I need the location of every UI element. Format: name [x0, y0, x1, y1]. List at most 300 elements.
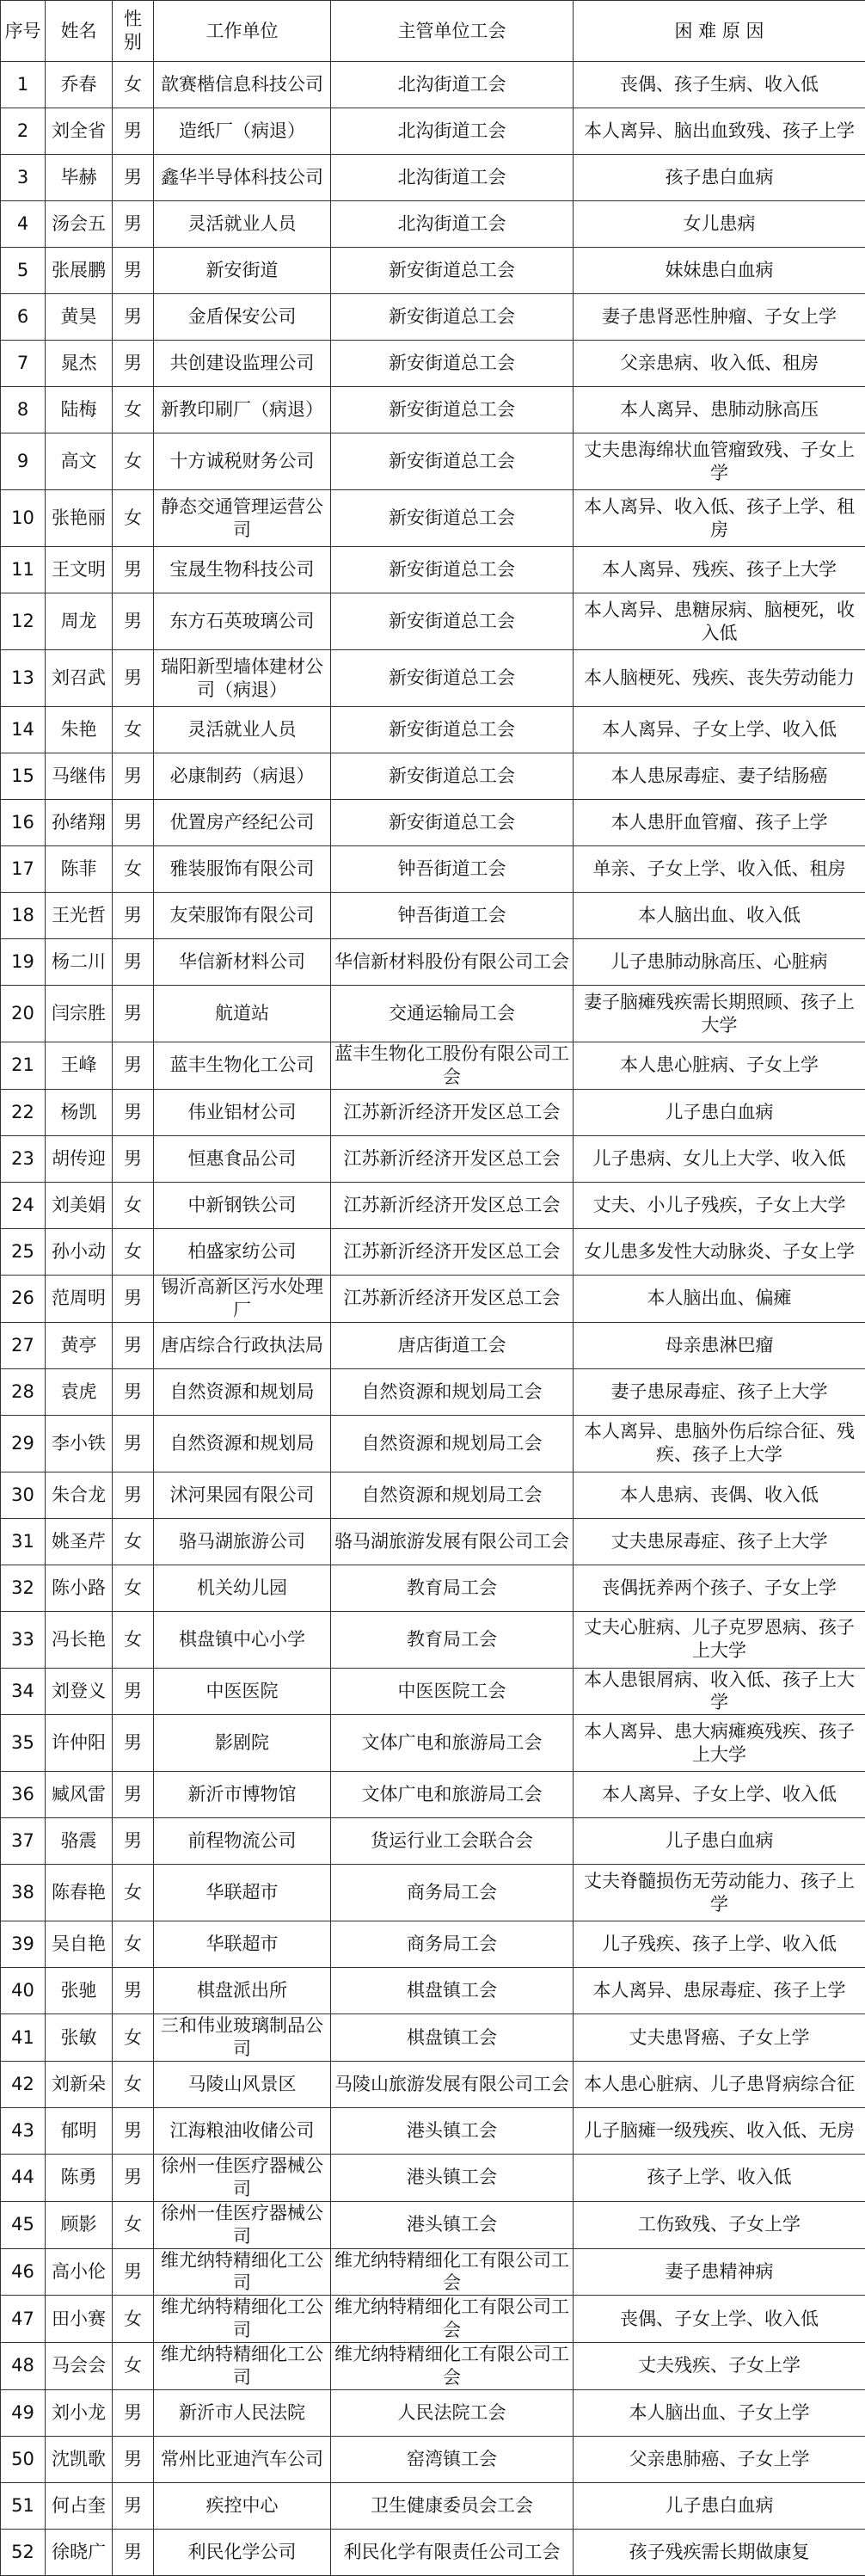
cell-gender: 女	[113, 707, 154, 753]
cell-union: 人民法院工会	[331, 2389, 574, 2436]
cell-gender: 男	[113, 1368, 154, 1415]
cell-employer: 鑫华半导体科技公司	[154, 155, 331, 201]
cell-no: 39	[1, 1921, 46, 1968]
table-row	[1, 939, 865, 986]
cell-name: 许仲阳	[46, 1715, 113, 1772]
header-name: 姓名	[46, 1, 113, 62]
cell-reason: 本人患心脏病、子女上学	[574, 1042, 865, 1090]
cell-no: 52	[1, 2529, 46, 2575]
cell-no: 50	[1, 2436, 46, 2482]
cell-name: 何占奎	[46, 2482, 113, 2529]
cell-employer: 维尤纳特精细化工公司	[154, 2343, 331, 2390]
cell-gender: 男	[113, 753, 154, 800]
cell-union: 自然资源和规划局工会	[331, 1472, 574, 1518]
cell-no: 15	[1, 753, 46, 800]
cell-union: 蓝丰生物化工股份有限公司工会	[331, 1042, 574, 1090]
cell-name: 刘小龙	[46, 2389, 113, 2436]
cell-reason: 本人脑梗死、残疾、丧失劳动能力	[574, 650, 865, 707]
cell-name: 朱艳	[46, 707, 113, 753]
cell-no: 14	[1, 707, 46, 753]
cell-gender: 男	[113, 1968, 154, 2014]
table-row	[1, 1322, 865, 1368]
cell-union: 唐店街道工会	[331, 1322, 574, 1368]
cell-reason: 本人患病、丧偶、收入低	[574, 1472, 865, 1518]
cell-employer: 机关幼儿园	[154, 1565, 331, 1611]
cell-union: 新安街道总工会	[331, 753, 574, 800]
table-row	[1, 800, 865, 846]
cell-no: 46	[1, 2248, 46, 2296]
cell-reason: 儿子患病、女儿上大学、收入低	[574, 1135, 865, 1182]
cell-reason: 孩子残疾需长期做康复	[574, 2529, 865, 2575]
cell-union: 马陵山旅游发展有限公司工会	[331, 2062, 574, 2108]
cell-union: 交通运输局工会	[331, 986, 574, 1042]
cell-no: 35	[1, 1715, 46, 1772]
cell-employer: 影剧院	[154, 1715, 331, 1772]
cell-no: 5	[1, 248, 46, 294]
cell-gender: 男	[113, 2155, 154, 2202]
cell-no: 22	[1, 1089, 46, 1135]
cell-gender: 女	[113, 387, 154, 433]
table-row	[1, 1275, 865, 1322]
cell-union: 新安街道总工会	[331, 294, 574, 341]
cell-gender: 男	[113, 2436, 154, 2482]
cell-gender: 女	[113, 1921, 154, 1968]
cell-name: 刘召武	[46, 650, 113, 707]
cell-union: 窑湾镇工会	[331, 2436, 574, 2482]
table-row	[1, 986, 865, 1042]
cell-reason: 母亲患淋巴瘤	[574, 1322, 865, 1368]
cell-name: 陈小路	[46, 1565, 113, 1611]
table-row	[1, 201, 865, 248]
cell-union: 江苏新沂经济开发区总工会	[331, 1135, 574, 1182]
cell-name: 胡传迎	[46, 1135, 113, 1182]
cell-no: 26	[1, 1275, 46, 1322]
cell-no: 16	[1, 800, 46, 846]
cell-gender: 女	[113, 1865, 154, 1921]
cell-reason: 妻子脑瘫残疾需长期照顾、孩子上大学	[574, 986, 865, 1042]
cell-reason: 丧偶、子女上学、收入低	[574, 2296, 865, 2343]
cell-employer: 静态交通管理运营公司	[154, 490, 331, 547]
cell-employer: 东方石英玻璃公司	[154, 593, 331, 650]
cell-gender: 男	[113, 201, 154, 248]
cell-union: 新安街道总工会	[331, 593, 574, 650]
cell-union: 维尤纳特精细化工有限公司工会	[331, 2296, 574, 2343]
cell-union: 港头镇工会	[331, 2108, 574, 2155]
cell-name: 汤会五	[46, 201, 113, 248]
table-row	[1, 2108, 865, 2155]
cell-employer: 马陵山风景区	[154, 2062, 331, 2108]
cell-name: 高文	[46, 433, 113, 490]
cell-gender: 女	[113, 1518, 154, 1565]
cell-union: 新安街道总工会	[331, 490, 574, 547]
cell-union: 骆马湖旅游发展有限公司工会	[331, 1518, 574, 1565]
table-row	[1, 433, 865, 490]
cell-employer: 自然资源和规划局	[154, 1368, 331, 1415]
cell-name: 张敏	[46, 2014, 113, 2062]
cell-reason: 本人离异、患糖尿病、脑梗死，收入低	[574, 593, 865, 650]
cell-union: 中医医院工会	[331, 1668, 574, 1715]
table-row	[1, 1611, 865, 1668]
table-row	[1, 1715, 865, 1772]
cell-reason: 孩子上学、收入低	[574, 2155, 865, 2202]
cell-no: 6	[1, 294, 46, 341]
table-row	[1, 753, 865, 800]
cell-union: 货运行业工会联合会	[331, 1818, 574, 1865]
cell-reason: 女儿患多发性大动脉炎、子女上学	[574, 1228, 865, 1275]
cell-union: 商务局工会	[331, 1921, 574, 1968]
cell-reason: 儿子残疾、孩子上学、收入低	[574, 1921, 865, 1968]
cell-no: 44	[1, 2155, 46, 2202]
table-row	[1, 2201, 865, 2248]
cell-employer: 新教印刷厂（病退）	[154, 387, 331, 433]
cell-gender: 男	[113, 1135, 154, 1182]
cell-no: 42	[1, 2062, 46, 2108]
cell-union: 新安街道总工会	[331, 433, 574, 490]
cell-union: 自然资源和规划局工会	[331, 1415, 574, 1472]
table-row	[1, 1135, 865, 1182]
cell-gender: 男	[113, 294, 154, 341]
table-row	[1, 2296, 865, 2343]
cell-employer: 雅装服饰有限公司	[154, 846, 331, 893]
table-row	[1, 2343, 865, 2390]
cell-name: 高小伦	[46, 2248, 113, 2296]
cell-name: 陈春艳	[46, 1865, 113, 1921]
cell-employer: 共创建设监理公司	[154, 341, 331, 387]
cell-employer: 必康制药（病退）	[154, 753, 331, 800]
table-row	[1, 1228, 865, 1275]
cell-gender: 女	[113, 2296, 154, 2343]
cell-reason: 本人离异、患脑外伤后综合征、残疾、孩子上大学	[574, 1415, 865, 1472]
cell-employer: 维尤纳特精细化工公司	[154, 2248, 331, 2296]
cell-gender: 女	[113, 846, 154, 893]
table-row	[1, 1865, 865, 1921]
table-row	[1, 2482, 865, 2529]
cell-union: 新安街道总工会	[331, 800, 574, 846]
cell-gender: 女	[113, 1182, 154, 1228]
cell-no: 24	[1, 1182, 46, 1228]
cell-reason: 女儿患病	[574, 201, 865, 248]
cell-union: 文体广电和旅游局工会	[331, 1715, 574, 1772]
cell-gender: 男	[113, 1415, 154, 1472]
cell-name: 李小铁	[46, 1415, 113, 1472]
cell-union: 新安街道总工会	[331, 650, 574, 707]
cell-union: 北沟街道工会	[331, 155, 574, 201]
cell-employer: 歆赛楷信息科技公司	[154, 62, 331, 108]
cell-reason: 本人离异、患尿毒症、孩子上学	[574, 1968, 865, 2014]
cell-reason: 本人离异、患肺动脉高压	[574, 387, 865, 433]
table-row	[1, 2062, 865, 2108]
cell-union: 棋盘镇工会	[331, 1968, 574, 2014]
cell-name: 沈凯歌	[46, 2436, 113, 2482]
cell-name: 张艳丽	[46, 490, 113, 547]
cell-union: 江苏新沂经济开发区总工会	[331, 1228, 574, 1275]
cell-no: 12	[1, 593, 46, 650]
cell-no: 43	[1, 2108, 46, 2155]
cell-no: 38	[1, 1865, 46, 1921]
cell-reason: 本人脑出血、子女上学	[574, 2389, 865, 2436]
cell-union: 北沟街道工会	[331, 108, 574, 155]
cell-no: 17	[1, 846, 46, 893]
cell-employer: 宝晟生物科技公司	[154, 547, 331, 593]
cell-reason: 本人离异、残疾、孩子上大学	[574, 547, 865, 593]
cell-union: 北沟街道工会	[331, 201, 574, 248]
table-row	[1, 341, 865, 387]
cell-gender: 男	[113, 939, 154, 986]
cell-reason: 丈夫患肾癌、子女上学	[574, 2014, 865, 2062]
cell-union: 新安街道总工会	[331, 387, 574, 433]
cell-gender: 男	[113, 1668, 154, 1715]
cell-reason: 本人离异、子女上学、收入低	[574, 707, 865, 753]
cell-name: 田小赛	[46, 2296, 113, 2343]
cell-employer: 唐店综合行政执法局	[154, 1322, 331, 1368]
cell-gender: 男	[113, 2529, 154, 2575]
cell-gender: 女	[113, 2014, 154, 2062]
cell-name: 马继伟	[46, 753, 113, 800]
cell-no: 21	[1, 1042, 46, 1090]
cell-gender: 男	[113, 1472, 154, 1518]
cell-name: 刘美娟	[46, 1182, 113, 1228]
cell-employer: 利民化学公司	[154, 2529, 331, 2575]
cell-name: 杨凯	[46, 1089, 113, 1135]
cell-gender: 女	[113, 2201, 154, 2248]
cell-no: 33	[1, 1611, 46, 1668]
cell-employer: 新沂市博物馆	[154, 1772, 331, 1818]
cell-union: 文体广电和旅游局工会	[331, 1772, 574, 1818]
cell-reason: 本人离异、收入低、孩子上学、租房	[574, 490, 865, 547]
cell-name: 闫宗胜	[46, 986, 113, 1042]
cell-employer: 造纸厂（病退）	[154, 108, 331, 155]
cell-employer: 华联超市	[154, 1921, 331, 1968]
cell-name: 王峰	[46, 1042, 113, 1090]
cell-name: 袁虎	[46, 1368, 113, 1415]
cell-name: 孙绪翔	[46, 800, 113, 846]
cell-employer: 江海粮油收储公司	[154, 2108, 331, 2155]
cell-name: 马会会	[46, 2343, 113, 2390]
table-row	[1, 593, 865, 650]
cell-reason: 工伤致残、子女上学	[574, 2201, 865, 2248]
cell-no: 41	[1, 2014, 46, 2062]
cell-gender: 男	[113, 248, 154, 294]
header-gender: 性别	[113, 1, 154, 62]
cell-gender: 男	[113, 1042, 154, 1090]
cell-employer: 灵活就业人员	[154, 707, 331, 753]
cell-no: 34	[1, 1668, 46, 1715]
table-row	[1, 248, 865, 294]
cell-name: 刘登义	[46, 1668, 113, 1715]
cell-no: 28	[1, 1368, 46, 1415]
cell-gender: 男	[113, 1715, 154, 1772]
cell-reason: 丈夫患尿毒症、孩子上大学	[574, 1518, 865, 1565]
cell-gender: 男	[113, 650, 154, 707]
cell-no: 30	[1, 1472, 46, 1518]
cell-no: 10	[1, 490, 46, 547]
cell-no: 32	[1, 1565, 46, 1611]
table-row	[1, 707, 865, 753]
cell-reason: 儿子患白血病	[574, 2482, 865, 2529]
cell-employer: 新沂市人民法院	[154, 2389, 331, 2436]
cell-reason: 儿子脑瘫一级残疾、收入低、无房	[574, 2108, 865, 2155]
cell-no: 18	[1, 893, 46, 939]
cell-name: 陈菲	[46, 846, 113, 893]
cell-reason: 父亲患病、收入低、租房	[574, 341, 865, 387]
cell-gender: 男	[113, 155, 154, 201]
cell-reason: 本人离异、脑出血致残、孩子上学	[574, 108, 865, 155]
cell-reason: 丈夫心脏病、儿子克罗恩病、孩子上大学	[574, 1611, 865, 1668]
cell-reason: 本人脑出血、偏瘫	[574, 1275, 865, 1322]
cell-no: 45	[1, 2201, 46, 2248]
cell-name: 黄亭	[46, 1322, 113, 1368]
cell-name: 王光哲	[46, 893, 113, 939]
table-row	[1, 1089, 865, 1135]
cell-reason: 妹妹患白血病	[574, 248, 865, 294]
cell-no: 13	[1, 650, 46, 707]
table-row	[1, 547, 865, 593]
cell-employer: 棋盘派出所	[154, 1968, 331, 2014]
cell-name: 臧风雷	[46, 1772, 113, 1818]
table-row	[1, 1772, 865, 1818]
cell-reason: 父亲患肺癌、子女上学	[574, 2436, 865, 2482]
cell-gender: 女	[113, 490, 154, 547]
table-row	[1, 2529, 865, 2575]
cell-reason: 本人患肝血管瘤、孩子上学	[574, 800, 865, 846]
cell-reason: 妻子患肾恶性肿瘤、子女上学	[574, 294, 865, 341]
cell-name: 黄昊	[46, 294, 113, 341]
cell-no: 8	[1, 387, 46, 433]
cell-gender: 女	[113, 1611, 154, 1668]
cell-no: 51	[1, 2482, 46, 2529]
cell-name: 毕赫	[46, 155, 113, 201]
cell-gender: 男	[113, 893, 154, 939]
cell-reason: 儿子患肺动脉高压、心脏病	[574, 939, 865, 986]
table-row	[1, 893, 865, 939]
cell-gender: 男	[113, 108, 154, 155]
cell-employer: 柏盛家纺公司	[154, 1228, 331, 1275]
table-row	[1, 387, 865, 433]
table-row	[1, 1042, 865, 1090]
cell-union: 维尤纳特精细化工有限公司工会	[331, 2248, 574, 2296]
cell-name: 冯长艳	[46, 1611, 113, 1668]
cell-name: 骆震	[46, 1818, 113, 1865]
cell-gender: 男	[113, 1772, 154, 1818]
cell-employer: 恒惠食品公司	[154, 1135, 331, 1182]
cell-employer: 棋盘镇中心小学	[154, 1611, 331, 1668]
cell-gender: 女	[113, 1565, 154, 1611]
cell-no: 4	[1, 201, 46, 248]
cell-name: 陈勇	[46, 2155, 113, 2202]
cell-union: 江苏新沂经济开发区总工会	[331, 1275, 574, 1322]
cell-reason: 丈夫脊髓损伤无劳动能力、孩子上学	[574, 1865, 865, 1921]
cell-employer: 中新钢铁公司	[154, 1182, 331, 1228]
cell-name: 刘新朵	[46, 2062, 113, 2108]
cell-union: 新安街道总工会	[331, 341, 574, 387]
cell-employer: 优置房产经纪公司	[154, 800, 331, 846]
cell-name: 孙小动	[46, 1228, 113, 1275]
table-row	[1, 846, 865, 893]
cell-union: 棋盘镇工会	[331, 2014, 574, 2062]
table-row	[1, 2436, 865, 2482]
cell-reason: 本人患银屑病、收入低、孩子上大学	[574, 1668, 865, 1715]
cell-employer: 蓝丰生物化工公司	[154, 1042, 331, 1090]
cell-no: 36	[1, 1772, 46, 1818]
cell-gender: 女	[113, 62, 154, 108]
cell-employer: 瑞阳新型墙体建材公司（病退）	[154, 650, 331, 707]
cell-name: 郁明	[46, 2108, 113, 2155]
cell-employer: 前程物流公司	[154, 1818, 331, 1865]
cell-gender: 男	[113, 2389, 154, 2436]
table-row	[1, 1921, 865, 1968]
cell-employer: 维尤纳特精细化工公司	[154, 2296, 331, 2343]
cell-reason: 本人离异、子女上学、收入低	[574, 1772, 865, 1818]
table-row	[1, 1368, 865, 1415]
cell-employer: 常州比亚迪汽车公司	[154, 2436, 331, 2482]
table-row	[1, 62, 865, 108]
cell-no: 31	[1, 1518, 46, 1565]
cell-employer: 徐州一佳医疗器械公司	[154, 2155, 331, 2202]
cell-gender: 男	[113, 986, 154, 1042]
cell-union: 教育局工会	[331, 1611, 574, 1668]
cell-no: 3	[1, 155, 46, 201]
cell-union: 钟吾街道工会	[331, 846, 574, 893]
cell-no: 2	[1, 108, 46, 155]
table-row	[1, 1472, 865, 1518]
cell-name: 晁杰	[46, 341, 113, 387]
cell-reason: 儿子患白血病	[574, 1818, 865, 1865]
cell-union: 维尤纳特精细化工有限公司工会	[331, 2343, 574, 2390]
header-row	[1, 1, 865, 62]
cell-employer: 金盾保安公司	[154, 294, 331, 341]
cell-employer: 华信新材料公司	[154, 939, 331, 986]
cell-reason: 丧偶抚养两个孩子、子女上学	[574, 1565, 865, 1611]
cell-gender: 男	[113, 2248, 154, 2296]
cell-name: 周龙	[46, 593, 113, 650]
cell-gender: 男	[113, 2482, 154, 2529]
cell-employer: 骆马湖旅游公司	[154, 1518, 331, 1565]
cell-employer: 华联超市	[154, 1865, 331, 1921]
cell-union: 北沟街道工会	[331, 62, 574, 108]
cell-gender: 女	[113, 433, 154, 490]
table-row	[1, 108, 865, 155]
cell-no: 9	[1, 433, 46, 490]
cell-employer: 友荣服饰有限公司	[154, 893, 331, 939]
cell-employer: 新安街道	[154, 248, 331, 294]
cell-employer: 中医医院	[154, 1668, 331, 1715]
cell-no: 37	[1, 1818, 46, 1865]
cell-union: 新安街道总工会	[331, 707, 574, 753]
cell-no: 29	[1, 1415, 46, 1472]
cell-union: 卫生健康委员会工会	[331, 2482, 574, 2529]
cell-no: 19	[1, 939, 46, 986]
cell-name: 顾影	[46, 2201, 113, 2248]
cell-reason: 丈夫、小儿子残疾，子女上大学	[574, 1182, 865, 1228]
cell-reason: 妻子患精神病	[574, 2248, 865, 2296]
cell-gender: 女	[113, 1228, 154, 1275]
table-row	[1, 1818, 865, 1865]
cell-no: 25	[1, 1228, 46, 1275]
header-employer: 工作单位	[154, 1, 331, 62]
cell-union: 华信新材料股份有限公司工会	[331, 939, 574, 986]
cell-no: 11	[1, 547, 46, 593]
table-row	[1, 1518, 865, 1565]
table-row	[1, 2389, 865, 2436]
cell-union: 自然资源和规划局工会	[331, 1368, 574, 1415]
cell-name: 陆梅	[46, 387, 113, 433]
cell-name: 乔春	[46, 62, 113, 108]
cell-employer: 自然资源和规划局	[154, 1415, 331, 1472]
cell-gender: 男	[113, 1275, 154, 1322]
cell-no: 48	[1, 2343, 46, 2390]
header-union: 主管单位工会	[331, 1, 574, 62]
table-row	[1, 1668, 865, 1715]
